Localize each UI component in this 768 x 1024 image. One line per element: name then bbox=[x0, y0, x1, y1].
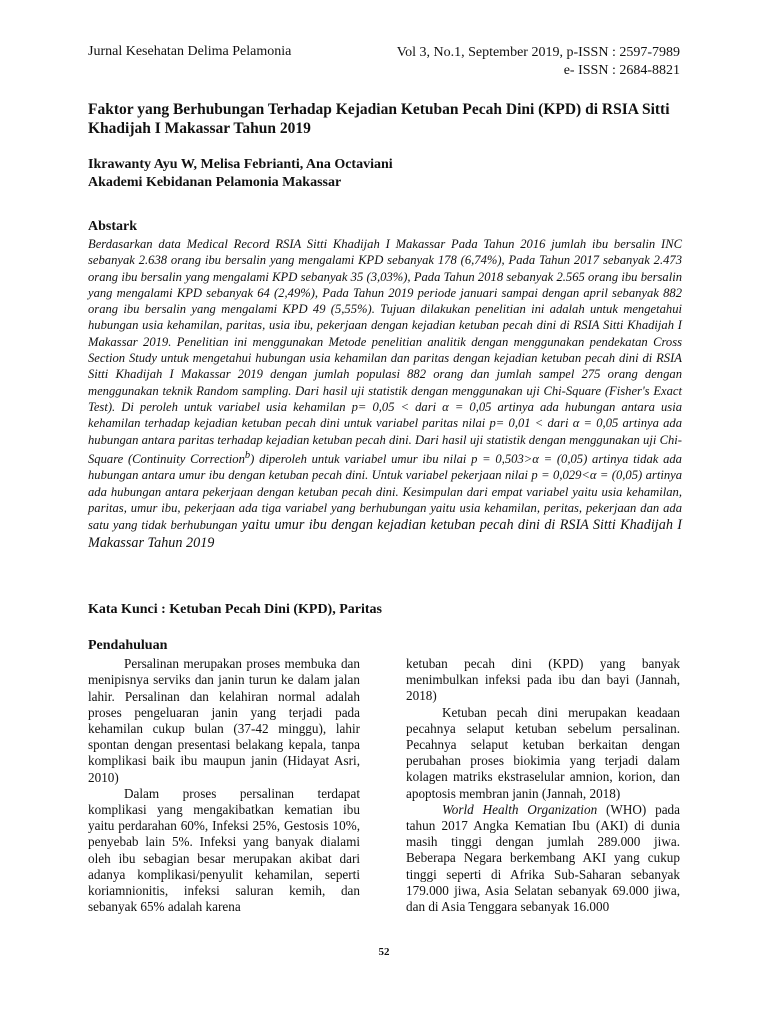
abstract-superscript: b bbox=[244, 449, 251, 461]
paragraph: Persalinan merupakan proses membuka dan menipisnya serviks dan janin turun ke dalam jalan lahir. Persalinan dan kelahiran normal adalah proses pengeluaran janin yang terjadi pada kehamilan cukup bulan (37-42 minggu), lahir spontan dengan presentasi belakang kepala, tanpa komplikasi baik ibu maupun janin (Hidayat Asri, 2010) bbox=[88, 656, 360, 785]
eissn-line: e- ISSN : 2684-8821 bbox=[563, 63, 680, 78]
abstract-text-cont: ) diperoleh untuk variabel umur ibu nilai p = 0,503>α = (0,05) artinya tidak ada hubungan antara umur ibu dengan ketuban pecah dini. Untuk variabel pekerjaan nilai p = 0,029<α = (0,05) artinya ada hubungan antara pekerjaan dengan ketuban pecah dini. Kesimpulan dari empat variabel yaitu usia kehamilan, paritas, umur ibu, pekerjaan ada tiga variabel yang berhubungan yaitu usia kehamilan, peritas, pekerjaan dan ada satu yang tidak berhubungan bbox=[88, 452, 682, 533]
abstract-body bbox=[88, 236, 682, 552]
abstract-heading: Abstark bbox=[88, 219, 138, 234]
abstract-text: Berdasarkan data Medical Record RSIA Sitti Khadijah I Makassar Pada Tahun 2016 jumlah ibu bersalin INC sebanyak 2.638 orang ibu bersalin yang mengalami KPD sebanyak 178 (6,74%), Pada Tahun 2017 sebanyak 2.473 orang ibu bersalin yang mengalami KPD sebanyak 35 (3,03%), Pada Tahun 2018 sebanyak 2.565 orang ibu bersalin yang mengalami KPD sebanyak 64 (2,49%), Pada Tahun 2019 periode januari sampai dengan april sebanyak 882 orang ibu bersalin yang mengalami KPD 49 (5,55%). Tujuan dilakukan penelitian ini adalah untuk mengetahui hubungan usia kehamilan, paritas, usia ibu, pekerjaan dengan kejadian ketuban pecah dini di RSIA Sitti Khadijah I Makassar 2019. Penelitian ini menggunakan Metode penelitian analitik dengan menggunakan pendekatan Cross Section Study untuk mengetahui hubungan usia kehamilan dan paritas dengan kejadian ketuban pecah dini di RSIA Sitti Khadijah I Makassar 2019 dengan jumlah populasi 882 orang dan jumlah sampel 275 orang dengan menggunakan teknik Random sampling. Dari hasil uji statistik dengan menggunakan uji Chi-Square (Fisher's Exact Test). Di peroleh untuk variabel usia kehamilan p= 0,05 < dari α = 0,05 artinya ada hubungan antara usia kehamilan terhadap kejadian ketuban pecah dini untuk variabel paritas nilai p= 0,01 < dari α = 0,05 artinya ada hubungan antara paritas terhadap kejadian ketuban pecah dini. Dari hasil uji statistik dengan menggunakan uji Chi-Square (Continuity Correction bbox=[88, 237, 682, 467]
page-number: 52 bbox=[378, 946, 390, 958]
intro-heading: Pendahuluan bbox=[88, 638, 168, 653]
journal-name: Jurnal Kesehatan Delima Pelamonia bbox=[88, 44, 292, 59]
paragraph: ketuban pecah dini (KPD) yang banyak menimbulkan infeksi pada ibu dan bayi (Jannah, 2018) bbox=[406, 656, 680, 704]
author-block bbox=[88, 156, 393, 192]
author-names: Ikrawanty Ayu W, Melisa Febrianti, Ana Octaviani bbox=[88, 157, 393, 172]
intro-right-column bbox=[406, 656, 680, 915]
who-text: (WHO) pada tahun 2017 Angka Kematian Ibu (AKI) di dunia masih tinggi dengan jumlah 289.000 jiwa. Beberapa Negara berkembang AKI yang cukup tinggi seperti di Afrika Sub-Saharan sebanyak 179.000 jiwa, Asia Selatan sebanyak 69.000 jiwa, dan di Asia Tenggara sebanyak 16.000 bbox=[406, 801, 680, 915]
issue-info bbox=[397, 44, 680, 80]
paper-title: Faktor yang Berhubungan Terhadap Kejadian Ketuban Pecah Dini (KPD) di RSIA Sitti Khadijah I Makassar Tahun 2019 bbox=[88, 101, 670, 137]
keywords: Kata Kunci : Ketuban Pecah Dini (KPD), Paritas bbox=[88, 602, 382, 617]
who-name: World Health Organization bbox=[442, 801, 598, 817]
paragraph bbox=[406, 802, 680, 915]
affiliation: Akademi Kebidanan Pelamonia Makassar bbox=[88, 175, 342, 190]
paragraph: Dalam proses persalinan terdapat komplikasi yang mengakibatkan kematian ibu yaitu perdarahan 60%, Infeksi 25%, Gestosis 10%, penyebab lain 5%. Infeksi yang banyak dialami oleh ibu sebagian besar merupakan akibat dari adanya komplikasi/penyulit kehamilan, seperti koriamnionitis, infeksi saluran kemih, dan sebanyak 65% adalah karena bbox=[88, 785, 360, 915]
abstract-text-last: yaitu umur ibu dengan kejadian ketuban pecah dini di RSIA Sitti Khadijah I Makassar Tahun 2019 bbox=[88, 517, 682, 552]
intro-left-column bbox=[88, 638, 360, 915]
paragraph: Ketuban pecah dini merupakan keadaan pecahnya selaput ketuban sebelum persalinan. Pecahnya selaput ketuban berkaitan dengan perubahan proses biokimia yang terjadi dalam kolagen matriks ekstraselular amnion, korion, dan apoptosis membran janin (Jannah, 2018) bbox=[406, 704, 680, 801]
volume-line: Vol 3, No.1, September 2019, p-ISSN : 2597-7989 bbox=[396, 45, 680, 60]
